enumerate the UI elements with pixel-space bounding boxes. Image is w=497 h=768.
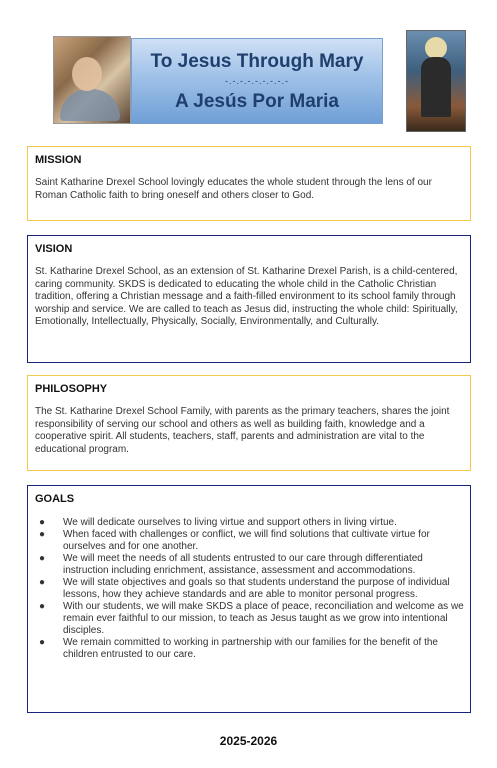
banner-divider: -.-.-.-.-.-.-.-.- bbox=[225, 76, 289, 86]
goal-text: When faced with challenges or conflict, we will find solutions that cultivate virtue for ourselves and for one another. bbox=[63, 529, 430, 552]
goal-item bbox=[28, 529, 470, 553]
goal-text: We will dedicate ourselves to living virtue and support others in living virtue. bbox=[63, 517, 397, 528]
goal-item bbox=[28, 517, 470, 529]
stained-glass-halo bbox=[425, 37, 447, 59]
goal-item bbox=[28, 601, 470, 637]
goals-box bbox=[27, 485, 471, 713]
goal-item bbox=[28, 637, 470, 661]
jesus-embrace-image bbox=[53, 36, 131, 124]
goal-text: We will state objectives and goals so that students understand the purpose of individual lessons, how they achieve standards and are able to monitor personal progress. bbox=[63, 577, 450, 600]
bullet-icon: ● bbox=[39, 601, 46, 612]
goals-title: GOALS bbox=[35, 493, 75, 505]
bullet-icon: ● bbox=[39, 529, 46, 540]
mission-box bbox=[27, 146, 471, 221]
bullet-icon: ● bbox=[39, 637, 46, 648]
header bbox=[53, 28, 383, 124]
title-banner bbox=[131, 38, 383, 124]
stained-glass-figure bbox=[421, 57, 451, 117]
banner-title-spanish: A Jesús Por Maria bbox=[174, 91, 340, 112]
vision-text: St. Katharine Drexel School, as an extension of St. Katharine Drexel Parish, is a child-centered, caring community. SKDS is dedicated to educating the whole child in the Catholic Christian tradition, offering a Christian message and a faith-filled environment to its school family through worship and service. We are called to teach as Jesus did, instructing the whole child: Spiritually, Emotionally, Intellectually, Physically, Socially, Environmentally, and Culturally. bbox=[35, 266, 458, 327]
image-face-shape bbox=[72, 57, 102, 91]
mission-text: Saint Katharine Drexel School lovingly educates the whole student through the lens of our Roman Catholic faith to bring oneself and others closer to God. bbox=[35, 177, 432, 201]
vision-title: VISION bbox=[35, 243, 73, 255]
philosophy-text: The St. Katharine Drexel School Family, with parents as the primary teachers, shares the joint responsibility of serving our school and others as well as building faith, knowledge and a cooperative spirit. All students, teachers, staff, parents and administration are vital to the educational program. bbox=[35, 406, 450, 455]
philosophy-box bbox=[27, 375, 471, 471]
bullet-icon: ● bbox=[39, 577, 46, 588]
vision-box bbox=[27, 235, 471, 363]
mission-title: MISSION bbox=[35, 154, 82, 166]
goal-item bbox=[28, 577, 470, 601]
goal-text: We remain committed to working in partnership with our families for the benefit of the children entrusted to our care. bbox=[63, 637, 438, 660]
goal-text: With our students, we will make SKDS a place of peace, reconciliation and welcome as we remain ever faithful to our mission, to teach as Jesus taught as we grow into intentional disciples. bbox=[63, 601, 464, 636]
goals-list bbox=[28, 517, 470, 661]
school-year: 2025-2026 bbox=[219, 734, 278, 748]
goal-text: We will meet the needs of all students entrusted to our care through differentiated instruction including enrichment, assistance, assessment and accommodations. bbox=[63, 553, 423, 576]
bullet-icon: ● bbox=[39, 553, 46, 564]
goal-item bbox=[28, 553, 470, 577]
stained-glass-image bbox=[406, 30, 466, 132]
banner-title-english: To Jesus Through Mary bbox=[150, 51, 364, 72]
philosophy-title: PHILOSOPHY bbox=[35, 383, 108, 395]
image-robe-shape bbox=[60, 89, 120, 121]
bullet-icon: ● bbox=[39, 517, 46, 528]
